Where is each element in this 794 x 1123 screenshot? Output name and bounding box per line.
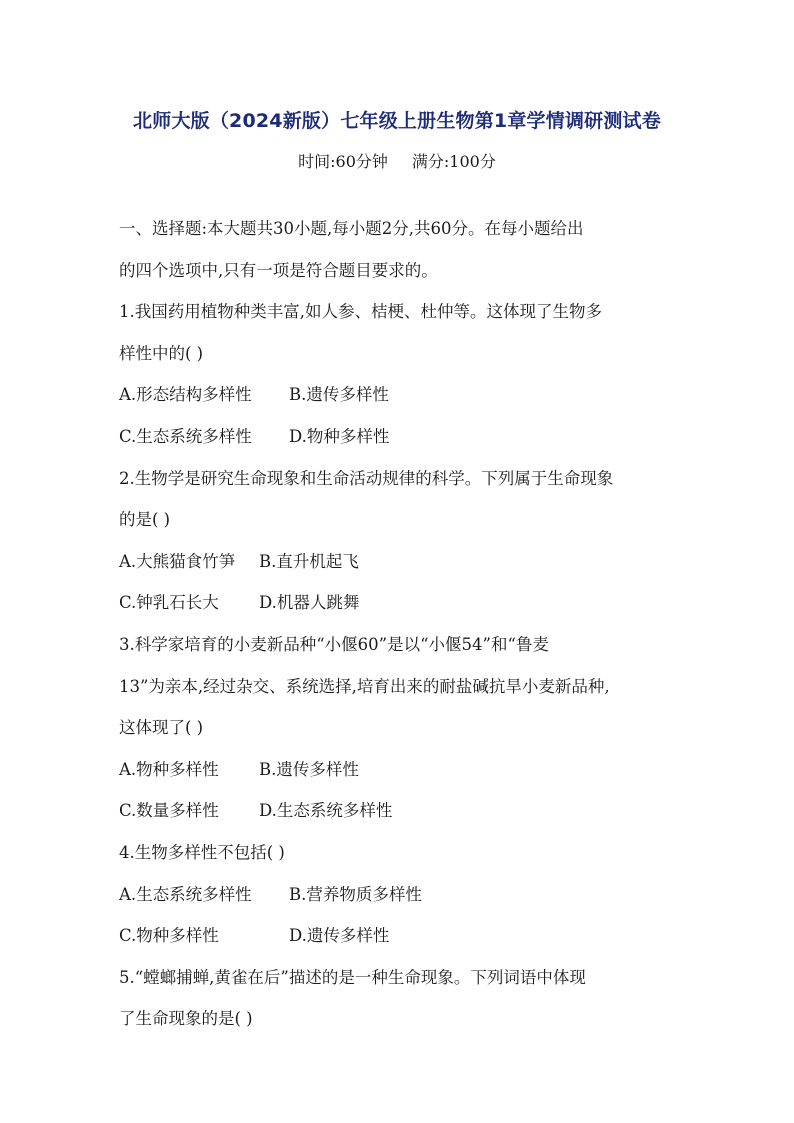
question-3-options — [119, 796, 689, 838]
question-5-stem: 5.“螳螂捕蝉,黄雀在后”描述的是一种生命现象。下列词语中体现 — [119, 967, 586, 987]
question-4-options — [119, 921, 689, 963]
option-d: D.遗传多样性 — [289, 926, 390, 946]
question-3-stem: 3.科学家培育的小麦新品种“小偃60”是以“小偃54”和“鲁麦 — [119, 634, 549, 654]
option-a: A.生态系统多样性 — [119, 884, 252, 904]
option-c: C.数量多样性 — [119, 801, 219, 821]
question-3-stem: 这体现了( ) — [119, 718, 204, 738]
option-b: B.营养物质多样性 — [289, 884, 422, 904]
question-1-stem: 样性中的( ) — [119, 343, 204, 363]
question-4-stem: 4.生物多样性不包括( ) — [119, 842, 285, 862]
exam-score: 满分:100分 — [411, 152, 496, 171]
section-intro-line: 的四个选项中,只有一项是符合题目要求的。 — [119, 260, 438, 280]
question-2-options — [119, 588, 689, 630]
option-d: D.机器人跳舞 — [259, 593, 360, 613]
exam-time: 时间:60分钟 — [298, 152, 388, 171]
question-2-stem: 的是( ) — [119, 510, 171, 530]
question-2-stem: 2.生物学是研究生命现象和生命活动规律的科学。下列属于生命现象 — [119, 468, 614, 488]
option-a: A.大熊猫食竹笋 — [119, 551, 236, 571]
option-b: B.直升机起飞 — [259, 551, 359, 571]
option-c: C.物种多样性 — [119, 926, 219, 946]
question-1-options — [119, 380, 689, 422]
option-c: C.钟乳石长大 — [119, 593, 219, 613]
option-d: D.物种多样性 — [289, 426, 390, 446]
option-a: A.物种多样性 — [119, 759, 219, 779]
exam-body — [119, 214, 689, 1046]
section-intro-line: 一、选择题:本大题共30小题,每小题2分,共60分。在每小题给出 — [119, 219, 584, 238]
option-c: C.生态系统多样性 — [119, 426, 252, 446]
question-4-options — [119, 880, 689, 922]
option-b: B.遗传多样性 — [259, 759, 359, 779]
question-1-stem: 1.我国药用植物种类丰富,如人参、桔梗、杜仲等。这体现了生物多 — [119, 302, 602, 322]
question-2-options — [119, 547, 689, 589]
exam-info — [0, 149, 794, 172]
option-d: D.生态系统多样性 — [259, 801, 393, 821]
question-3-stem: 13”为亲本,经过杂交、系统选择,培育出来的耐盐碱抗旱小麦新品种, — [119, 676, 610, 696]
question-3-options — [119, 755, 689, 797]
option-a: A.形态结构多样性 — [119, 385, 252, 405]
question-1-options — [119, 422, 689, 464]
option-b: B.遗传多样性 — [289, 385, 389, 405]
page-title: 北师大版（2024新版）七年级上册生物第1章学情调研测试卷 — [133, 110, 661, 132]
question-5-stem: 了生命现象的是( ) — [119, 1009, 253, 1029]
